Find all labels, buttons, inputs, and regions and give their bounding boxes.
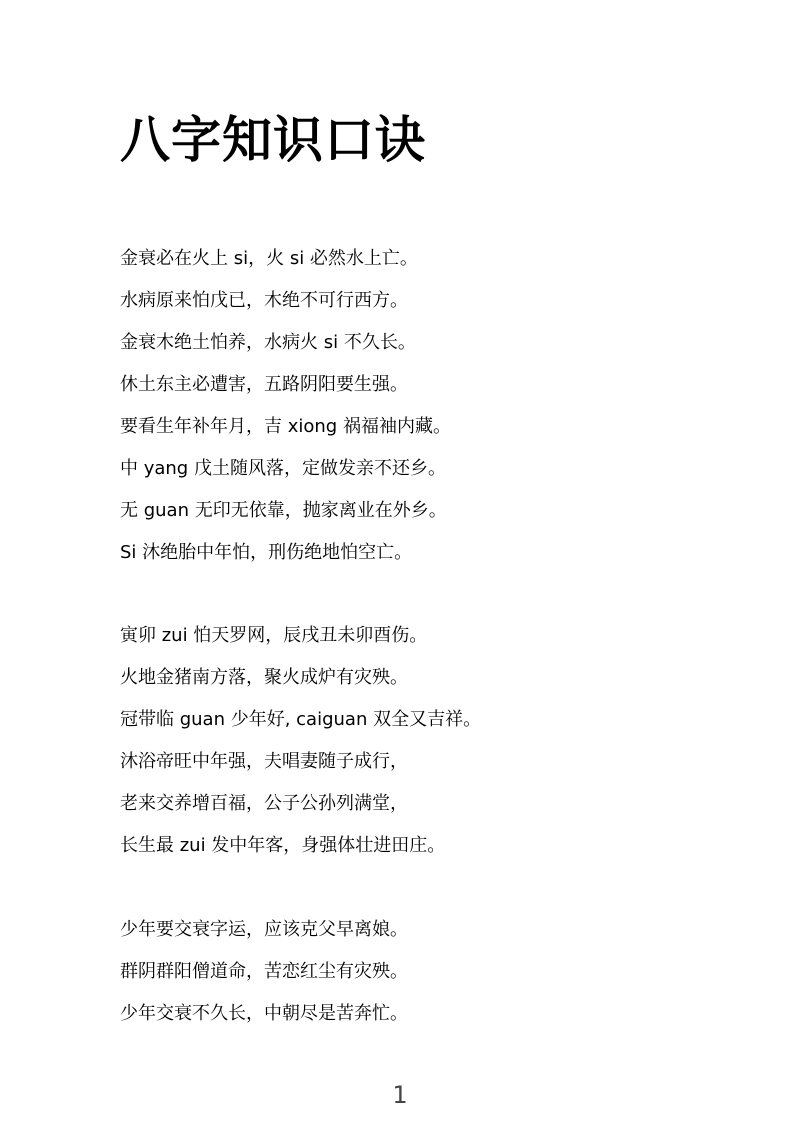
poem-line: 火地金猪南方落，聚火成炉有灾殃。 [120,667,408,688]
poem-line: 少年交衰不久长，中朝尽是苦奔忙。 [120,1003,408,1024]
poem-line: 要看生年补年月，吉 xiong 祸福袖内藏。 [120,416,451,437]
page-title: 八字知识口诀 [120,111,426,169]
poem-line: 群阴群阳僧道命，苦恋红尘有灾殃。 [120,961,408,982]
poem-line: 金衰木绝土怕养，水病火 si 不久长。 [120,332,416,353]
poem-line: 寅卯 zui 怕天罗网，辰戌丑未卯酉伤。 [120,625,428,646]
poem-line: 少年要交衰字运，应该克父早离娘。 [120,919,408,940]
poem-line: 中 yang 戊土随风落，定做发亲不还乡。 [120,458,446,479]
poem-line: 长生最 zui 发中年客，身强体壮进田庄。 [120,835,446,856]
page-number: 1 [392,1081,408,1109]
poem-line: 金衰必在火上 si，火 si 必然水上亡。 [120,248,418,269]
poem-line: 冠带临 guan 少年好, caiguan 双全又吉祥。 [120,709,482,730]
poem-line: Si 沐绝胎中年怕，刑伤绝地怕空亡。 [120,542,413,563]
poem-line: 沐浴帝旺中年强，夫唱妻随子成行， [120,751,408,772]
poem-line: 休土东主必遭害，五路阴阳要生强。 [120,374,408,395]
poem-line: 无 guan 无印无依靠，抛家离业在外乡。 [120,500,447,521]
poem-line: 水病原来怕戊已，木绝不可行西方。 [120,290,408,311]
poem-line: 老来交养增百福，公子公孙列满堂， [120,793,408,814]
